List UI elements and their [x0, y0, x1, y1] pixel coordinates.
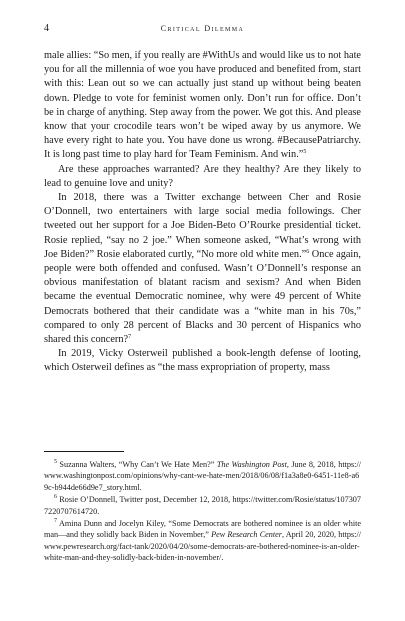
footnote-text: Suzanna Walters, “Why Can’t We Hate Men?” — [57, 460, 217, 469]
footnote-7 — [44, 518, 361, 564]
footnote-source: The Washington Post — [216, 460, 287, 469]
paragraph-3-text-a: In 2018, there was a Twitter exchange between Cher and Rosie O’Donnell, two entertainers with large social media followings. Cher tweeted out her support for a Joe Biden-Beto O’Rourke presidential ticket. Rosie replied, “say no 2 joe.” When someone asked, “What’s wrong with Joe Biden?” Rosie elaborated curtly, “No more old white men.” — [44, 192, 361, 260]
paragraph-1 — [44, 49, 361, 163]
footnote-number: 7 — [54, 518, 57, 525]
footnote-separator — [44, 451, 124, 452]
body-text — [44, 49, 361, 376]
paragraph-1-text: male allies: “So men, if you really are #WithUs and would like us to not hate you for all the millennia of woe you have produced and benefited from, start with this: Lean out so we can actually just stand up without being beaten down. Pledge to vote for feminist women only. Don’t run for office. Don’t be in charge of anything. Step away from the power. We got this. And please know that your crocodile tears won’t be wiped away by us anymore. We have every right to hate you. You have done us wrong. #BecausePatriarchy. It is long past time to play hard for Team Feminism. And win.” — [44, 50, 361, 161]
paragraph-4-text: In 2019, Vicky Osterweil published a book-length defense of looting, which Osterweil defines as “the mass expropriation of property, mass — [44, 348, 361, 374]
footnotes — [44, 459, 361, 565]
paragraph-3 — [44, 191, 361, 347]
footnote-text: Amina Dunn and Jocelyn Kiley, “Some Democrats are bothered nominee is an older white man—and they solidly back Biden in November,” — [44, 519, 361, 540]
footnote-citation[interactable]: , June 8, 2018, https://www.washingtonpost.com/opinions/why-cant-we-hate-men/2018/06/08/f1a3a8e0-6451-11e8-a69c-b944de66d9e7_story.html. — [44, 460, 361, 492]
page-header — [44, 22, 361, 36]
footnote-text[interactable]: Rosie O’Donnell, Twitter post, December 12, 2018, https://twitter.com/Rosie/status/1073077220707614720. — [44, 495, 361, 516]
paragraph-2 — [44, 163, 361, 191]
paragraph-3-text-b: Once again, people were both offended and confused. Wasn’t O’Donnell’s response an obvious manifestation of blatant racism and sexism? And when Biden became the eventual Democratic nominee, why were 49 percent of White Democrats bothered that their candidate was a “white man in his 70s,” compared to only 28 percent of Blacks and 30 percent of Hispanics who shared this concern? — [44, 248, 361, 346]
footnote-number: 5 — [54, 459, 57, 465]
footnote-source: Pew Research Center — [211, 530, 282, 540]
footnote-6 — [44, 494, 361, 517]
footnote-citation[interactable]: , April 20, 2020, https://www.pewresearch.org/fact-tank/2020/04/20/some-democrats-are-bothered-nominee-is-an-older-white-man-and-they-solidly-back-biden-in-november/. — [44, 530, 361, 563]
paragraph-2-text: Are these approaches warranted? Are they healthy? Are they likely to lead to genuine love and unity? — [44, 163, 361, 189]
footnote-ref-6[interactable]: 6 — [306, 248, 310, 255]
footnote-ref-5[interactable]: 5 — [303, 149, 307, 156]
footnote-number: 6 — [54, 494, 57, 501]
page-number: 4 — [44, 23, 49, 34]
paragraph-4 — [44, 347, 361, 375]
running-head: Critical Dilemma — [160, 24, 245, 33]
footnote-5 — [44, 459, 361, 493]
footnote-ref-7[interactable]: 7 — [128, 334, 132, 341]
